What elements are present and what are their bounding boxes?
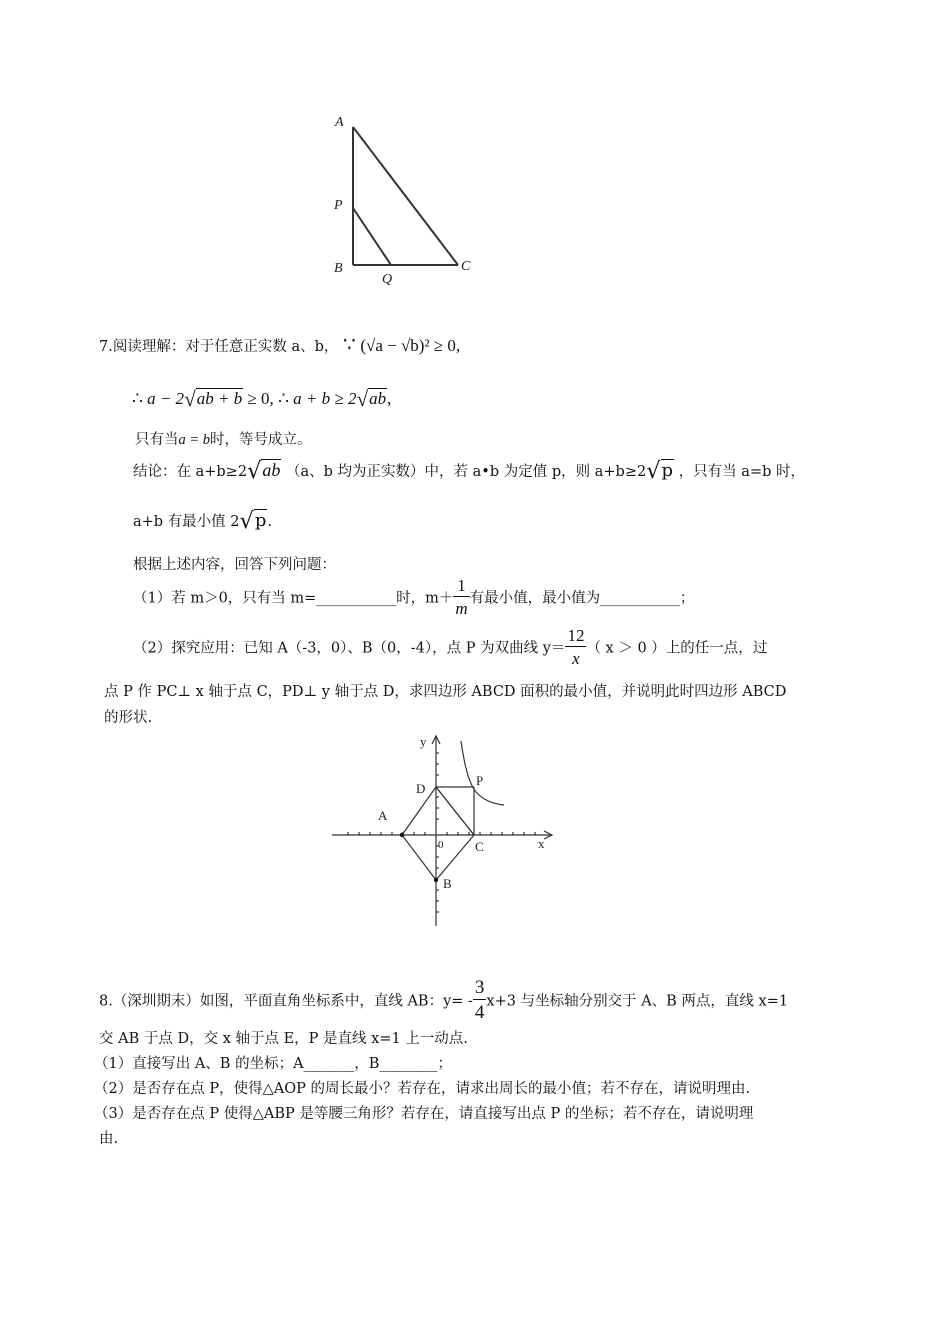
q7-intro: 7.阅读理解：对于任意正实数 a、b， <box>99 339 339 355</box>
label-a: A <box>378 808 388 823</box>
conclusion-post: ，只有当 a=b 时， <box>678 464 805 480</box>
q8-part-1: （1）直接写出 A、B 的坐标；A_______，B________； <box>94 1056 452 1072</box>
q8-line-1 <box>99 978 788 1022</box>
m2-mid: ≥ 0, <box>243 389 274 408</box>
min-pre: a+b 有最小值 2 <box>133 514 240 530</box>
q7-part-2-line3: 的形状. <box>104 710 153 726</box>
therefore-2: ∴ <box>278 389 289 408</box>
q8-frac-num: 3 <box>474 977 485 998</box>
quadrilateral-abcd <box>402 787 474 880</box>
m2-radicand-1: ab + b <box>196 389 243 408</box>
min-radicand: p <box>254 510 267 531</box>
p2-pre: （2）探究应用：已知 A（-3，0）、B（0，-4），点 P 为双曲线 y＝ <box>133 640 566 657</box>
label-p: P <box>476 773 484 788</box>
equality-pre: 只有当 <box>135 432 179 448</box>
conclusion-mid: （a、b 均为正实数）中，若 a•b 为定值 p，则 a+b≥2 <box>286 464 647 480</box>
diagonal-dc <box>436 787 474 835</box>
conclusion-radical-1: √ab <box>247 458 281 484</box>
m2-part-b: a + b ≥ 2 <box>293 389 357 408</box>
min-post: . <box>267 514 273 530</box>
q7-math-1: (√a − √b)² ≥ 0, <box>360 336 461 355</box>
q7-part-2 <box>133 627 767 667</box>
q8-fraction <box>473 978 487 1022</box>
equality-post: 时，等号成立。 <box>210 432 312 448</box>
q8-part-2: （2）是否存在点 P，使得△AOP 的周长最小？若存在，请求出周长的最小值；若不存在，请说明理由. <box>94 1081 751 1097</box>
label-a: A <box>335 115 344 130</box>
q8-part-3-end: 由. <box>99 1131 119 1147</box>
equality-math: a = b <box>178 432 211 448</box>
label-d: D <box>416 781 426 796</box>
segment-pq <box>353 208 391 265</box>
label-b: B <box>334 261 343 276</box>
p2-frac-den: x <box>565 646 586 667</box>
q7-math-2 <box>132 387 391 412</box>
label-o: 0 <box>438 839 444 851</box>
q8-line1-pre: 8.（深圳期末）如图，平面直角坐标系中，直线 AB：y= - <box>99 993 473 1010</box>
label-p: P <box>334 198 343 213</box>
conclusion-radical-2: √p <box>646 458 674 484</box>
q7-part-1 <box>133 577 694 617</box>
m2-radical-1: √ab + b <box>184 387 243 411</box>
p1-fraction <box>453 577 469 617</box>
q7-prompt: 根据上述内容，回答下列问题： <box>133 557 336 573</box>
label-y: y <box>420 734 427 749</box>
because-symbol: ∵ <box>342 332 356 356</box>
m2-part-a: a − 2 <box>147 389 185 408</box>
point-b <box>434 878 438 882</box>
m2-radical-2: √ab <box>356 387 387 411</box>
label-c: C <box>461 259 471 274</box>
q7-intro-line <box>99 332 460 356</box>
q8-part-3: （3）是否存在点 P 使得△ABP 是等腰三角形？若存在，请直接写出点 P 的坐标；若不存在，请说明理 <box>94 1106 754 1122</box>
p2-post: （ x ＞ 0 ）上的任一点，过 <box>586 640 768 657</box>
side-ac <box>353 127 458 265</box>
p2-fraction <box>565 627 586 667</box>
min-radical: √p <box>239 508 267 534</box>
p2-frac-num: 12 <box>567 626 585 645</box>
m2-radicand-2: ab <box>369 389 387 408</box>
coordinate-figure <box>328 730 563 930</box>
p1-post: 有最小值，最小值为___________； <box>469 590 695 607</box>
p1-pre: （1）若 m＞0，只有当 m=___________时，m＋ <box>133 590 454 607</box>
q7-part-2-line2: 点 P 作 PC⊥ x 轴于点 C，PD⊥ y 轴于点 D，求四边形 ABCD 面积的最小值，并说明此时四边形 ABCD <box>104 684 787 700</box>
q7-conclusion <box>133 458 805 484</box>
label-c: C <box>475 839 484 854</box>
p1-frac-num: 1 <box>457 576 466 595</box>
conclusion-pre: 结论：在 a+b≥2 <box>133 464 248 480</box>
q7-minimum <box>133 508 272 534</box>
therefore-1: ∴ <box>132 389 143 408</box>
q7-equality <box>135 428 312 449</box>
label-b: B <box>443 876 452 891</box>
q8-frac-den: 4 <box>473 999 487 1022</box>
triangle-figure <box>325 105 485 290</box>
label-q: Q <box>382 272 393 287</box>
m2-end: , <box>387 389 392 408</box>
q8-line-2: 交 AB 于点 D，交 x 轴于点 E，P 是直线 x=1 上一动点. <box>99 1031 468 1047</box>
p1-frac-den: m <box>453 596 469 617</box>
point-a <box>400 833 404 837</box>
label-x: x <box>538 836 545 851</box>
q8-line1-post: x+3 与坐标轴分别交于 A、B 两点，直线 x=1 <box>486 993 789 1010</box>
conclusion-radicand-2: p <box>661 460 674 481</box>
conclusion-radicand-1: ab <box>262 460 281 480</box>
